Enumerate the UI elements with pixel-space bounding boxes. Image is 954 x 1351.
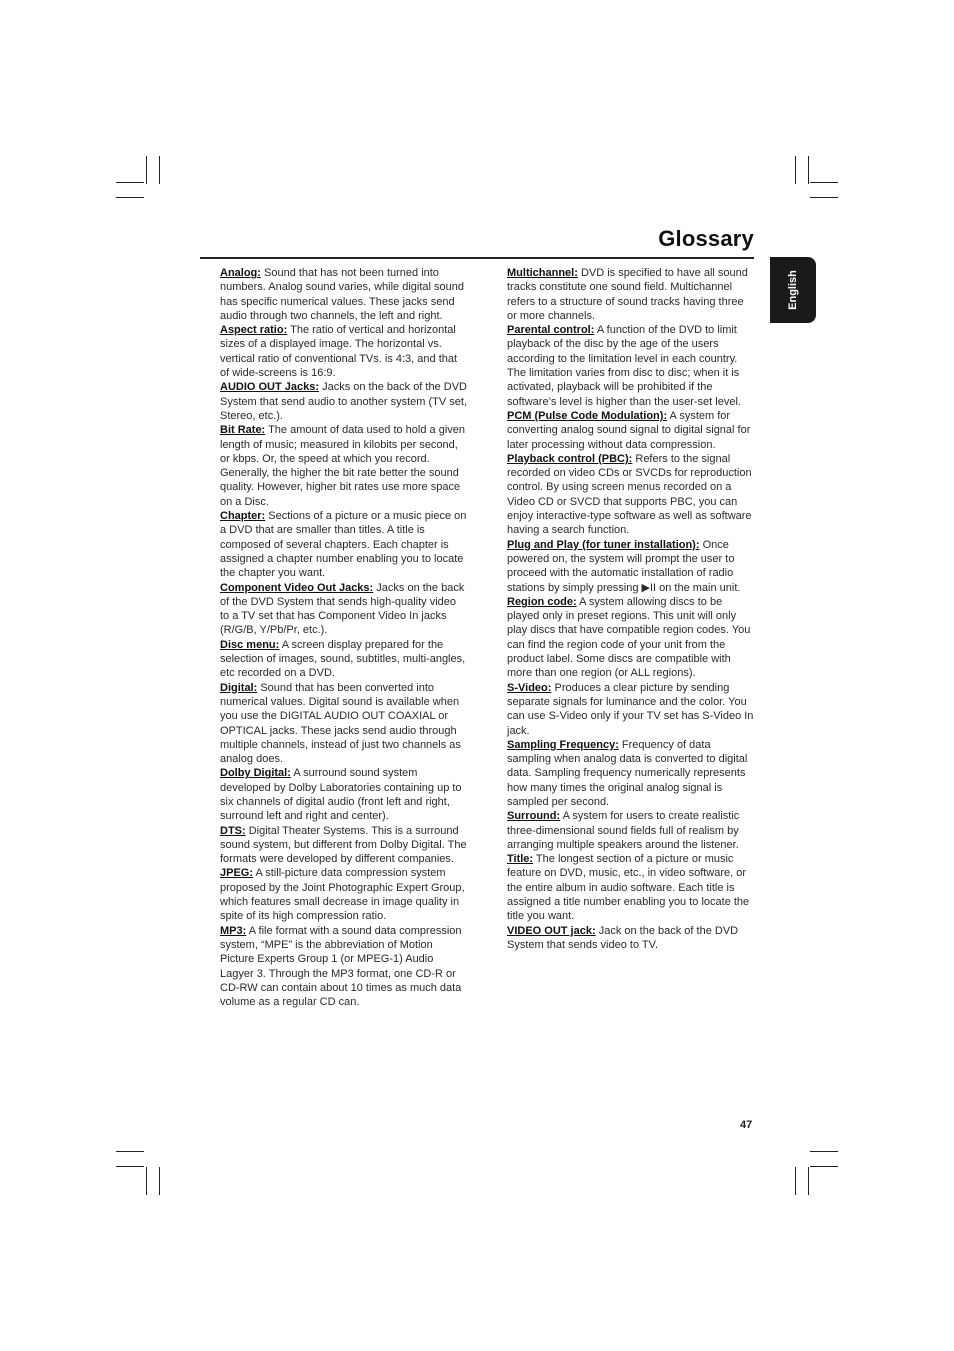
glossary-definition: A screen display prepared for the selection of images, sound, subtitles, multi-angles, etc recorded on a DVD. <box>220 638 466 680</box>
glossary-term: Parental control: <box>507 324 595 337</box>
header-divider <box>200 257 754 259</box>
glossary-definition: Jacks on the back of the DVD System that sends high-quality video to a TV set that has Component Video In jacks (R/G/B, Y/Pb/Pr, etc.). <box>220 581 465 637</box>
glossary-definition: Produces a clear picture by sending separate signals for luminance and the color. You can use S-Video only if your TV set has S-Video In jack. <box>507 681 754 737</box>
glossary-term: JPEG: <box>220 867 254 880</box>
glossary-definition: A still-picture data compression system proposed by the Joint Photographic Expert Group, which features small decrease in image quality in spite of its high compression ratio. <box>220 867 465 923</box>
glossary-definition: A function of the DVD to limit playback of the disc by the age of the users according to the limitation level in each country. The limitation varies from disc to disc; when it is activated, playback will be prohibited if the software’s level is higher than the user-set level. <box>507 324 741 408</box>
crop-mark <box>116 1166 144 1167</box>
crop-mark <box>146 1167 147 1195</box>
language-tab-label: English <box>787 270 799 310</box>
crop-mark <box>146 156 147 184</box>
language-tab <box>770 257 816 323</box>
glossary-definition: Sound that has not been turned into numbers. Analog sound varies, while digital sound has specific numerical values. These jacks send audio through two channels, the left and right. <box>220 267 464 322</box>
glossary-entry <box>220 866 468 923</box>
crop-mark <box>116 1151 144 1152</box>
glossary-entry <box>507 681 755 738</box>
glossary-entry <box>220 509 468 580</box>
page-title: Glossary <box>658 226 754 251</box>
glossary-definition: Jack on the back of the DVD System that sends video to TV. <box>507 924 739 951</box>
crop-mark <box>795 1167 796 1195</box>
glossary-term: Region code: <box>507 595 577 608</box>
glossary-entry <box>220 638 468 681</box>
crop-mark <box>810 182 838 183</box>
glossary-term: Surround: <box>507 810 561 823</box>
glossary-definition: Once powered on, the system will prompt the user to proceed with the automatic installation of radio stations by simply pressing ▶II on the main unit. <box>507 538 741 594</box>
page-number: 47 <box>740 1119 753 1131</box>
glossary-definition: Refers to the signal recorded on video CDs or SVCDs for reproduction control. By using screen menus recorded on a Video CD or SVCD that supports PBC, you can enjoy interactive-type software as well as software having a search function. <box>507 452 752 537</box>
glossary-column-left <box>220 266 468 1009</box>
glossary-entry <box>507 452 755 538</box>
glossary-term: Multichannel: <box>507 267 578 279</box>
glossary-term: Playback control (PBC): <box>507 452 633 465</box>
glossary-term: Digital: <box>220 681 258 694</box>
glossary-term: Title: <box>507 853 534 866</box>
glossary-entry <box>507 738 755 809</box>
glossary-term: Disc menu: <box>220 638 280 651</box>
glossary-entry <box>220 766 468 823</box>
glossary-entry <box>220 323 468 380</box>
glossary-definition: The longest section of a picture or music feature on DVD, music, etc., in video software, or the entire album in audio software. Each title is assigned a title number enabling you to locate the title you want. <box>507 853 750 923</box>
glossary-entry <box>220 681 468 767</box>
crop-mark <box>810 1151 838 1152</box>
glossary-term: Analog: <box>220 267 261 279</box>
glossary-entry <box>507 538 755 595</box>
glossary-entry <box>220 266 468 323</box>
glossary-entry <box>220 581 468 638</box>
glossary-entry <box>507 809 755 852</box>
crop-mark <box>795 156 796 184</box>
crop-mark <box>808 156 809 184</box>
glossary-definition: A system for users to create realistic three-dimensional sound fields full of realism by arranging multiple speakers around the listener. <box>507 810 740 851</box>
glossary-term: Dolby Digital: <box>220 767 291 780</box>
glossary-entry <box>507 409 755 452</box>
glossary-entry <box>507 323 755 409</box>
glossary-term: Plug and Play (for tuner installation): <box>507 538 700 551</box>
glossary-term: S-Video: <box>507 681 552 694</box>
glossary-term: DTS: <box>220 824 246 837</box>
glossary-column-right <box>507 266 755 952</box>
glossary-term: MP3: <box>220 924 247 937</box>
crop-mark <box>810 1166 838 1167</box>
glossary-entry <box>220 423 468 509</box>
glossary-definition: A file format with a sound data compression system, “MPE” is the abbreviation of Motion Picture Experts Group 1 (or MPEG-1) Audio Lagyer 3. Through the MP3 format, one CD-R or CD-RW can contain about 10 times as much data volume as a regular CD can. <box>220 924 462 1009</box>
glossary-definition: A system for converting analog sound signal to digital signal for later processing without data compression. <box>507 409 751 451</box>
crop-mark <box>159 156 160 184</box>
glossary-entry <box>507 266 755 323</box>
glossary-term: AUDIO OUT Jacks: <box>220 381 320 394</box>
glossary-definition: Sound that has been converted into numerical values. Digital sound is available when you use the DIGITAL AUDIO OUT COAXIAL or OPTICAL jacks. These jacks send audio through multiple channels, instead of just two channels as analog does. <box>220 681 461 766</box>
crop-mark <box>116 197 144 198</box>
crop-mark <box>810 197 838 198</box>
glossary-term: Bit Rate: <box>220 424 266 437</box>
glossary-entry <box>507 595 755 681</box>
glossary-entry <box>507 852 755 923</box>
glossary-definition: Digital Theater Systems. This is a surround sound system, but different from Dolby Digital. The formats were developed by different companies. <box>220 824 467 866</box>
glossary-term: Aspect ratio: <box>220 324 288 337</box>
crop-mark <box>116 182 144 183</box>
glossary-definition: A surround sound system developed by Dolby Laboratories containing up to six channels of digital audio (front left and right, surround left and right and center). <box>220 767 462 823</box>
glossary-definition: The amount of data used to hold a given length of music; measured in kilobits per second, or kbps. Or, the speed at which you record. Generally, the higher the bit rate better the sound quality. However, higher bit rates use more space on a Disc. <box>220 424 466 508</box>
glossary-definition: The ratio of vertical and horizontal sizes of a displayed image. The horizontal vs. vertical ratio of conventional TVs. is 4:3, and that of wide-screens is 16:9. <box>220 324 458 380</box>
glossary-definition: Frequency of data sampling when analog data is converted to digital data. Sampling frequency numerically represents how many times the original analog signal is sampled per second. <box>507 738 748 808</box>
glossary-definition: Jacks on the back of the DVD System that send audio to another system (TV set, Stereo, etc.). <box>220 381 468 422</box>
glossary-term: VIDEO OUT jack: <box>507 924 596 937</box>
glossary-entry <box>220 824 468 867</box>
glossary-entry <box>220 924 468 1010</box>
glossary-definition: Sections of a picture or a music piece on a DVD that are smaller than titles. A title is composed of several chapters. Each chapter is assigned a chapter number enabling you to locate the chapter you want. <box>220 510 467 580</box>
crop-mark <box>159 1167 160 1195</box>
glossary-term: Component Video Out Jacks: <box>220 581 374 594</box>
glossary-term: Sampling Frequency: <box>507 738 619 751</box>
glossary-entry <box>220 380 468 423</box>
glossary-term: Chapter: <box>220 510 266 523</box>
glossary-definition: DVD is specified to have all sound tracks constitute one sound field. Multichannel refers to a structure of sound tracks having three or more channels. <box>507 267 748 322</box>
crop-mark <box>808 1167 809 1195</box>
glossary-definition: A system allowing discs to be played only in preset regions. This unit will only play discs that have compatible region codes. You can find the region code of your unit from the product label. Some discs are compatible with more than one region (or ALL regions). <box>507 595 751 680</box>
glossary-term: PCM (Pulse Code Modulation): <box>507 409 668 422</box>
glossary-entry <box>507 924 755 953</box>
